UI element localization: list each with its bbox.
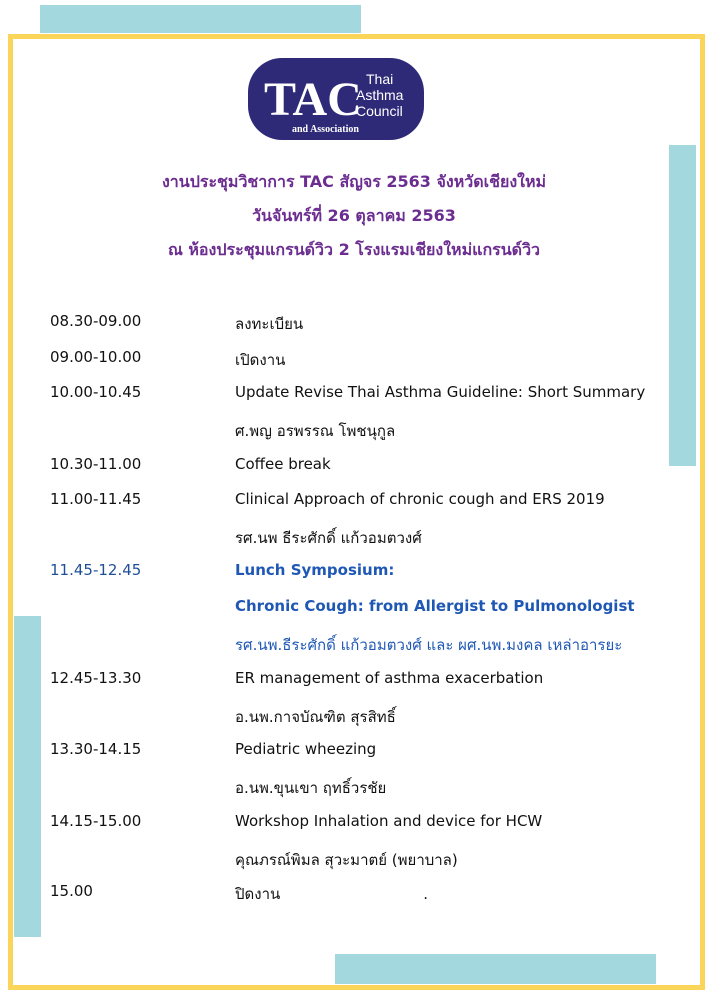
- agenda-item: ปิดงาน .: [235, 885, 429, 903]
- agenda-speaker: รศ.นพ ธีระศักดิ์ แก้วอมตวงศ์: [235, 529, 422, 547]
- decor-bar-top: [40, 5, 361, 33]
- agenda-time: 11.00-11.45: [50, 490, 142, 508]
- agenda-item: Update Revise Thai Asthma Guideline: Short Summary: [235, 383, 646, 401]
- agenda-time: 10.00-10.45: [50, 383, 142, 401]
- agenda-item: Clinical Approach of chronic cough and ERS 2019: [235, 490, 605, 508]
- agenda-item-subtitle: Chronic Cough: from Allergist to Pulmonologist: [235, 597, 635, 615]
- agenda-time: 12.45-13.30: [50, 669, 142, 687]
- agenda-item: Lunch Symposium:: [235, 561, 395, 579]
- event-venue: ณ ห้องประชุมแกรนด์วิว 2 โรงแรมเชียงใหม่แกรนด์วิว: [167, 240, 541, 259]
- agenda-item: เปิดงาน: [235, 351, 286, 369]
- logo-tac: TAC: [264, 73, 362, 126]
- agenda-item: Coffee break: [235, 455, 331, 473]
- agenda-speaker: รศ.นพ.ธีระศักดิ์ แก้วอมตวงศ์ และ ผศ.นพ.มงคล เหล่าอารยะ: [235, 636, 623, 654]
- logo-asthma: Asthma: [356, 87, 404, 103]
- agenda-speaker: คุณภรณ์พิมล สุวะมาตย์ (พยาบาล): [235, 851, 458, 869]
- agenda-time: 13.30-14.15: [50, 740, 142, 758]
- agenda-speaker: อ.นพ.กาจบัณฑิต สุรสิทธิ์: [235, 708, 396, 726]
- agenda-item: Pediatric wheezing: [235, 740, 377, 758]
- agenda-time: 10.30-11.00: [50, 455, 142, 473]
- agenda-item: ER management of asthma exacerbation: [235, 669, 544, 687]
- agenda-time: 14.15-15.00: [50, 812, 142, 830]
- agenda-time: 11.45-12.45: [50, 561, 142, 579]
- agenda-time: 08.30-09.00: [50, 312, 142, 330]
- tac-logo: [248, 58, 424, 140]
- agenda-time: 15.00: [50, 882, 93, 900]
- logo-council: Council: [356, 103, 403, 119]
- agenda-item: ลงทะเบียน: [235, 315, 304, 333]
- event-date: วันจันทร์ที่ 26 ตุลาคม 2563: [252, 206, 456, 225]
- agenda-speaker: ศ.พญ อรพรรณ โพชนุกูล: [235, 422, 396, 440]
- logo-thai: Thai: [366, 71, 394, 87]
- agenda-speaker: อ.นพ.ขุนเขา ฤทธิ์วรชัย: [235, 779, 387, 797]
- event-title: งานประชุมวิชาการ TAC สัญจร 2563 จังหวัดเชียงใหม่: [161, 172, 547, 191]
- logo-and-association: and Association: [292, 124, 359, 135]
- agenda-time: 09.00-10.00: [50, 348, 142, 366]
- agenda-item: Workshop Inhalation and device for HCW: [235, 812, 543, 830]
